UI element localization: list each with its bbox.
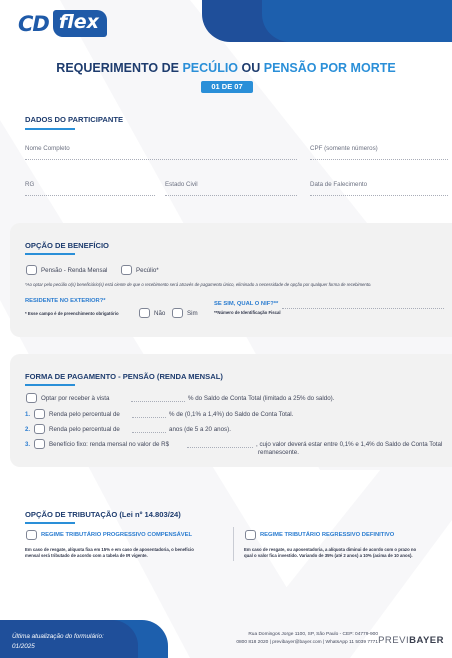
option-3-suffix-line2: remanescente. xyxy=(258,449,299,456)
logo-flex: flex xyxy=(53,10,107,37)
peculio-note: *Ao optar pelo pecúlio o(s) beneficiário(s) está ciente de que o recebimento será através de pagamento único, eliminado a necessidade de opção por qualquer forma de recebimento. xyxy=(25,282,372,287)
regressive-desc-2: qual o valor fica investido. Variando de 35% (até 2 anos) a 10% (acima de 10 anos). xyxy=(244,553,413,558)
option-2-field[interactable] xyxy=(132,432,166,433)
benefit-heading-underline xyxy=(25,253,75,255)
peculio-label: Pecúlio* xyxy=(136,267,159,274)
option-3-number: 3. xyxy=(25,442,31,448)
title-pensao: PENSÃO POR MORTE xyxy=(263,61,396,75)
abroad-no-label: Não xyxy=(154,310,166,317)
option-1-suffix: % de (0,1% a 1,4%) do Saldo de Conta Total. xyxy=(169,411,294,418)
logo-cd: CD xyxy=(18,11,49,36)
rg-field[interactable] xyxy=(25,195,155,196)
death-date-label: Data de Falecimento xyxy=(310,181,368,188)
page-indicator: 01 DE 07 xyxy=(201,81,253,93)
tax-heading: OPÇÃO DE TRIBUTAÇÃO (Lei nº 14.803/24) xyxy=(25,510,181,519)
footer-update-label: Última atualização do formulário: xyxy=(12,633,104,640)
abroad-yes-checkbox[interactable] xyxy=(172,308,183,318)
abroad-required-note: * Esse campo é de preenchimento obrigatório xyxy=(25,311,119,316)
nif-question: SE SIM, QUAL O NIF?** xyxy=(214,301,279,307)
abroad-yes-label: Sim xyxy=(187,310,198,317)
footer-address: Rua Domingos Jorge 1100, SP, São Paulo - CEP: 04779-900 xyxy=(248,632,378,637)
abroad-question: RESIDENTE NO EXTERIOR?* xyxy=(25,298,106,304)
lump-sum-checkbox[interactable] xyxy=(26,393,37,403)
pension-label: Pensão - Renda Mensal xyxy=(41,267,108,274)
civil-status-label: Estado Civil xyxy=(165,181,198,188)
title-peculio: PECÚLIO xyxy=(182,61,239,75)
participant-heading-underline xyxy=(25,128,75,130)
regressive-label: REGIME TRIBUTÁRIO REGRESSIVO DEFINITIVO xyxy=(260,532,395,538)
cpf-label: CPF (somente números) xyxy=(310,145,378,152)
pension-checkbox[interactable] xyxy=(26,265,37,275)
title-pre: REQUERIMENTO DE xyxy=(56,61,183,75)
cdflex-logo xyxy=(18,10,107,37)
progressive-checkbox[interactable] xyxy=(26,530,37,540)
title-mid: OU xyxy=(238,61,264,75)
progressive-label: REGIME TRIBUTÁRIO PROGRESSIVO COMPENSÁVEL xyxy=(41,532,193,538)
full-name-label: Nome Completo xyxy=(25,145,70,152)
option-2-checkbox[interactable] xyxy=(34,424,45,434)
option-3-field[interactable] xyxy=(187,447,253,448)
peculio-checkbox[interactable] xyxy=(121,265,132,275)
option-3-label: Benefício fixo: renda mensal no valor de R$ xyxy=(49,441,170,448)
previbayer-logo xyxy=(378,635,444,646)
brand-bayer: BAYER xyxy=(409,635,444,646)
rg-label: RG xyxy=(25,181,35,188)
option-3-checkbox[interactable] xyxy=(34,439,45,449)
cpf-field[interactable] xyxy=(310,159,448,160)
payment-heading-underline xyxy=(25,384,75,386)
full-name-field[interactable] xyxy=(25,159,297,160)
option-2-label: Renda pelo percentual de xyxy=(49,426,120,433)
tax-divider xyxy=(233,527,234,561)
page-title xyxy=(0,61,452,75)
nif-field[interactable] xyxy=(282,308,444,309)
participant-heading: DADOS DO PARTICIPANTE xyxy=(25,115,124,124)
header-band-inner xyxy=(262,0,452,42)
abroad-no-checkbox[interactable] xyxy=(139,308,150,318)
regressive-desc-1: Em caso de resgate, ou aposentadoria, a alíquota diminui de acordo com o prazo no xyxy=(244,547,417,552)
option-2-suffix: anos (de 5 a 20 anos). xyxy=(169,426,231,433)
progressive-desc-1: Em caso de resgate, alíquota fixa em 15% e em caso de aposentadoria, o benefício xyxy=(25,547,194,552)
lump-sum-suffix: % do Saldo de Conta Total (limitado a 25% do saldo). xyxy=(188,395,335,402)
option-3-suffix: , cujo valor deverá estar entre 0,1% e 1,4% do Saldo de Conta Total xyxy=(256,441,443,448)
option-1-field[interactable] xyxy=(132,417,166,418)
option-1-checkbox[interactable] xyxy=(34,409,45,419)
benefit-heading: OPÇÃO DE BENEFÍCIO xyxy=(25,241,109,250)
death-date-field[interactable] xyxy=(310,195,448,196)
progressive-desc-2: mensal será tributado de acordo com a tabela de IR vigente. xyxy=(25,553,148,558)
tax-heading-underline xyxy=(25,522,75,524)
payment-heading: FORMA DE PAGAMENTO - PENSÃO (RENDA MENSAL) xyxy=(25,372,223,381)
lump-sum-field[interactable] xyxy=(131,401,185,402)
regressive-checkbox[interactable] xyxy=(245,530,256,540)
brand-previ: PREVI xyxy=(378,635,410,646)
option-2-number: 2. xyxy=(25,427,31,433)
footer-contact: 0800 818 2020 | previbayer@bayer.com | WhatsApp 11 5039 7771 xyxy=(236,640,378,645)
footer-update-date: 01/2025 xyxy=(12,643,35,650)
option-1-number: 1. xyxy=(25,412,31,418)
lump-sum-label: Optar por receber à vista xyxy=(41,395,110,402)
civil-status-field[interactable] xyxy=(165,195,297,196)
nif-note: **Número de Identificação Fiscal xyxy=(214,310,281,315)
option-1-label: Renda pelo percentual de xyxy=(49,411,120,418)
